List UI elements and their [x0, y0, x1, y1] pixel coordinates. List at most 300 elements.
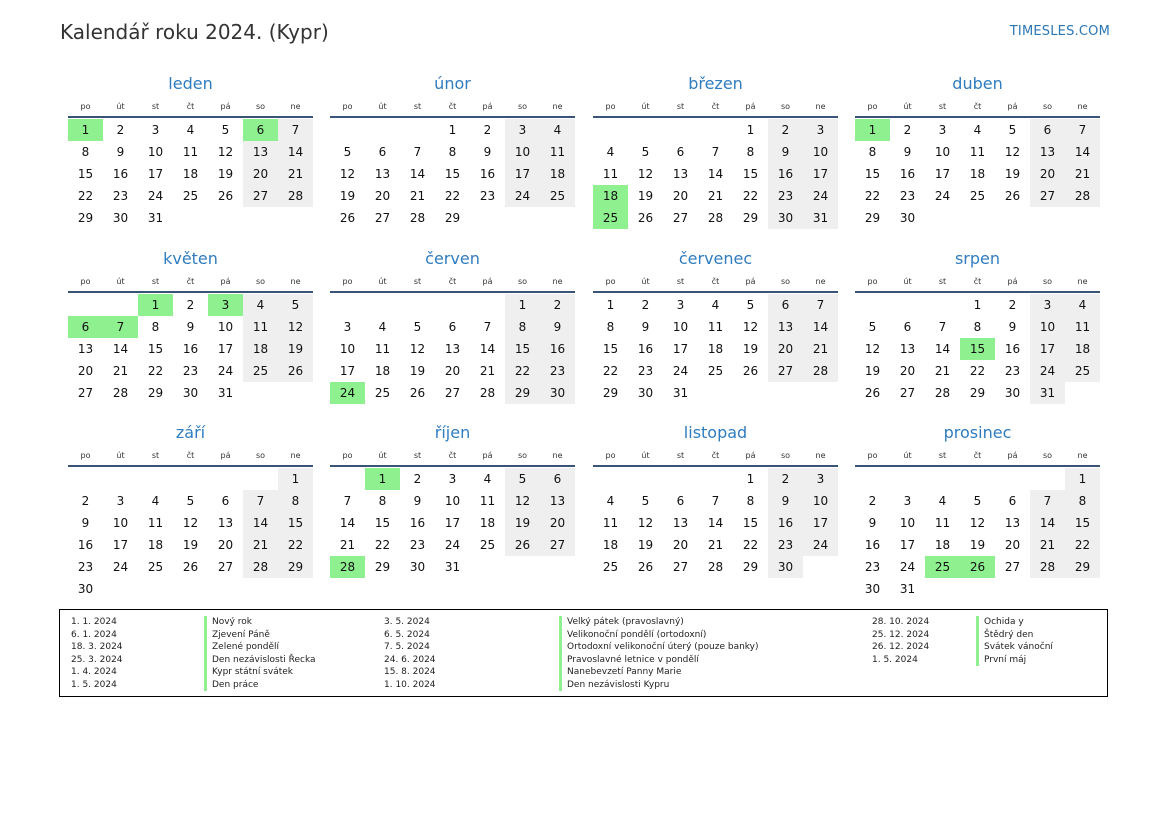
day-cell: 26: [864, 386, 881, 400]
weekend-day-cell: 6: [768, 294, 803, 316]
day-cell: 4: [186, 123, 195, 137]
legend-holiday-name: Nanebevzetí Panny Marie: [559, 666, 681, 679]
day-cell: 27: [672, 211, 689, 225]
day-cell: 20: [77, 364, 94, 378]
weekday-label: ne: [290, 276, 301, 286]
weekend-day-cell: 12: [278, 316, 313, 338]
day-cell: 15: [374, 516, 391, 530]
weekday-label: po: [342, 450, 353, 460]
day-cell: 23: [77, 560, 94, 574]
empty-cell: [68, 468, 103, 490]
weekday-label: po: [605, 101, 616, 111]
day-cell: 23: [899, 189, 916, 203]
legend-column-1: [71, 616, 316, 691]
day-cell: 21: [339, 538, 356, 552]
day-cell: 30: [864, 582, 881, 596]
legend-row: [872, 616, 1053, 629]
day-cell: 27: [444, 386, 461, 400]
week-row: [593, 490, 838, 512]
month-divider: [593, 291, 838, 293]
empty-cell: [628, 119, 663, 141]
weekend-day-cell: 15: [1065, 512, 1100, 534]
day-cell: 1: [606, 298, 615, 312]
weekday-label: st: [938, 276, 947, 286]
day-cell: 11: [479, 494, 496, 508]
empty-cell: [243, 382, 278, 404]
day-cell: 14: [934, 342, 951, 356]
day-cell: 26: [217, 189, 234, 203]
empty-cell: [470, 294, 505, 316]
weekend-day-cell: 3: [803, 468, 838, 490]
weekday-label: so: [255, 450, 266, 460]
week-row: [330, 163, 575, 185]
weekday-label: čt: [973, 276, 982, 286]
day-cell: 31: [672, 386, 689, 400]
day-cell: 9: [116, 145, 125, 159]
day-cell: 12: [969, 516, 986, 530]
day-cell: 15: [742, 167, 759, 181]
day-cell: 29: [374, 560, 391, 574]
day-cell: 1: [746, 123, 755, 137]
weekday-header: [68, 97, 313, 115]
empty-cell: [330, 119, 365, 141]
legend-date: 1. 1. 2024: [71, 617, 117, 627]
weekday-label: ne: [552, 450, 563, 460]
weekday-label: ne: [290, 450, 301, 460]
month-name: leden: [168, 74, 213, 93]
day-cell: 29: [864, 211, 881, 225]
legend-row: [71, 679, 316, 692]
week-row: [68, 163, 313, 185]
weekday-label: so: [517, 101, 528, 111]
weekend-day-cell: 30: [768, 207, 803, 229]
day-cell: 27: [217, 560, 234, 574]
week-row: [855, 468, 1100, 490]
empty-cell: [208, 578, 243, 600]
empty-cell: [925, 468, 960, 490]
day-cell: 21: [707, 538, 724, 552]
day-cell: 6: [676, 145, 685, 159]
week-row: [330, 556, 575, 578]
legend-holiday-name: Svátek vánoční: [976, 641, 1053, 654]
holiday-day-cell: 25: [925, 556, 960, 578]
day-cell: 5: [221, 123, 230, 137]
day-cell: 9: [868, 516, 877, 530]
day-cell: 29: [147, 386, 164, 400]
day-cell: 11: [602, 167, 619, 181]
weekend-day-cell: 11: [1065, 316, 1100, 338]
weekend-day-cell: 2: [768, 468, 803, 490]
week-row: [68, 382, 313, 404]
week-row: [68, 119, 313, 141]
empty-cell: [768, 382, 803, 404]
month-divider: [855, 116, 1100, 118]
weekday-label: so: [255, 101, 266, 111]
weekend-day-cell: 13: [768, 316, 803, 338]
weekend-day-cell: 5: [505, 468, 540, 490]
weekday-label: st: [413, 450, 422, 460]
legend-row: [384, 679, 759, 692]
empty-cell: [540, 556, 575, 578]
week-row: [593, 556, 838, 578]
weekday-label: po: [867, 101, 878, 111]
weekend-day-cell: 14: [1065, 141, 1100, 163]
day-cell: 28: [479, 386, 496, 400]
weekday-label: čt: [186, 101, 195, 111]
day-cell: 26: [1004, 189, 1021, 203]
weekday-label: ne: [1077, 101, 1088, 111]
day-cell: 7: [413, 145, 422, 159]
day-cell: 24: [899, 560, 916, 574]
day-cell: 10: [112, 516, 129, 530]
empty-cell: [1030, 207, 1065, 229]
month-name: duben: [952, 74, 1003, 93]
week-row: [68, 360, 313, 382]
day-cell: 9: [903, 145, 912, 159]
day-cell: 3: [448, 472, 457, 486]
weekend-day-cell: 10: [1030, 316, 1065, 338]
weekend-day-cell: 4: [540, 119, 575, 141]
day-cell: 7: [483, 320, 492, 334]
weekday-label: čt: [711, 101, 720, 111]
day-cell: 17: [899, 538, 916, 552]
weekday-label: pá: [482, 276, 493, 286]
weekday-label: čt: [711, 276, 720, 286]
legend-row: [384, 629, 759, 642]
brand-link[interactable]: TIMESLES.COM: [1009, 24, 1110, 39]
day-cell: 6: [903, 320, 912, 334]
legend-row: [872, 641, 1053, 654]
weekend-day-cell: 18: [1065, 338, 1100, 360]
day-cell: 26: [742, 364, 759, 378]
month-block: [855, 246, 1100, 404]
legend-date: 1. 5. 2024: [71, 679, 117, 690]
week-row: [855, 578, 1100, 600]
week-row: [68, 512, 313, 534]
week-row: [855, 512, 1100, 534]
day-cell: 2: [483, 123, 492, 137]
weekday-label: út: [116, 276, 125, 286]
legend-row: [872, 654, 1053, 667]
weekend-day-cell: 30: [768, 556, 803, 578]
weekend-day-cell: 20: [768, 338, 803, 360]
day-cell: 1: [973, 298, 982, 312]
week-row: [68, 185, 313, 207]
weekend-day-cell: 2: [540, 294, 575, 316]
day-cell: 21: [112, 364, 129, 378]
day-cell: 17: [147, 167, 164, 181]
empty-cell: [68, 294, 103, 316]
day-cell: 12: [182, 516, 199, 530]
empty-cell: [400, 119, 435, 141]
day-cell: 10: [444, 494, 461, 508]
weekday-label: ne: [552, 276, 563, 286]
week-row: [330, 316, 575, 338]
weekend-day-cell: 18: [243, 338, 278, 360]
weekend-day-cell: 22: [278, 534, 313, 556]
weekend-day-cell: 27: [243, 185, 278, 207]
month-name: srpen: [954, 249, 1001, 268]
month-divider: [330, 291, 575, 293]
week-row: [593, 141, 838, 163]
empty-cell: [855, 468, 890, 490]
weekend-day-cell: 14: [278, 141, 313, 163]
empty-cell: [138, 468, 173, 490]
day-cell: 2: [81, 494, 90, 508]
weekday-label: pá: [1007, 450, 1018, 460]
weekend-day-cell: 9: [540, 316, 575, 338]
day-cell: 17: [217, 342, 234, 356]
weekend-day-cell: 9: [768, 490, 803, 512]
empty-cell: [733, 382, 768, 404]
legend-date: 1. 5. 2024: [872, 654, 918, 665]
holiday-day-cell: 6: [68, 316, 103, 338]
week-row: [855, 294, 1100, 316]
weekend-day-cell: 16: [540, 338, 575, 360]
legend-date: 1. 10. 2024: [384, 679, 436, 690]
day-cell: 14: [707, 516, 724, 530]
day-cell: 5: [641, 145, 650, 159]
holiday-day-cell: 6: [243, 119, 278, 141]
month-divider: [593, 465, 838, 467]
day-cell: 26: [182, 560, 199, 574]
week-row: [593, 382, 838, 404]
weekend-day-cell: 4: [1065, 294, 1100, 316]
empty-cell: [925, 207, 960, 229]
day-cell: 18: [602, 538, 619, 552]
month-divider: [68, 116, 313, 118]
legend-date: 24. 6. 2024: [384, 654, 436, 665]
holiday-day-cell: 15: [960, 338, 995, 360]
weekday-label: út: [903, 450, 912, 460]
month-block: [68, 71, 313, 229]
month-name: březen: [688, 74, 743, 93]
weekday-label: st: [151, 101, 160, 111]
weekday-header: [68, 272, 313, 290]
weekend-day-cell: 2: [768, 119, 803, 141]
day-cell: 3: [903, 494, 912, 508]
empty-cell: [173, 578, 208, 600]
day-cell: 11: [147, 516, 164, 530]
empty-cell: [890, 294, 925, 316]
weekday-label: ne: [1077, 276, 1088, 286]
weekday-label: st: [676, 450, 685, 460]
day-cell: 6: [221, 494, 230, 508]
weekend-day-cell: 11: [243, 316, 278, 338]
legend-date: 26. 12. 2024: [872, 642, 930, 652]
month-name: červenec: [678, 249, 753, 268]
month-block: [855, 71, 1100, 229]
weekday-label: ne: [1077, 450, 1088, 460]
day-cell: 18: [374, 364, 391, 378]
month-divider: [330, 465, 575, 467]
day-cell: 15: [742, 516, 759, 530]
day-cell: 14: [707, 167, 724, 181]
day-cell: 15: [77, 167, 94, 181]
day-cell: 12: [339, 167, 356, 181]
weekday-label: pá: [745, 450, 756, 460]
day-cell: 29: [969, 386, 986, 400]
weekday-label: čt: [973, 101, 982, 111]
weekend-day-cell: 28: [1030, 556, 1065, 578]
legend-row: [71, 616, 316, 629]
day-cell: 5: [186, 494, 195, 508]
empty-cell: [628, 468, 663, 490]
day-cell: 22: [444, 189, 461, 203]
empty-cell: [593, 468, 628, 490]
weekend-day-cell: 16: [768, 163, 803, 185]
holiday-day-cell: 25: [593, 207, 628, 229]
week-row: [855, 556, 1100, 578]
legend-holiday-name: Zjevení Páně: [204, 629, 270, 642]
day-cell: 26: [339, 211, 356, 225]
weekday-label: út: [903, 276, 912, 286]
day-cell: 15: [444, 167, 461, 181]
holiday-day-cell: 26: [960, 556, 995, 578]
day-cell: 29: [742, 211, 759, 225]
day-cell: 24: [934, 189, 951, 203]
week-row: [330, 185, 575, 207]
weekday-header: [593, 97, 838, 115]
week-row: [855, 185, 1100, 207]
weekend-day-cell: 26: [278, 360, 313, 382]
weekend-day-cell: 10: [803, 490, 838, 512]
week-row: [855, 360, 1100, 382]
day-cell: 19: [217, 167, 234, 181]
weekday-label: út: [378, 101, 387, 111]
week-row: [330, 119, 575, 141]
day-cell: 30: [409, 560, 426, 574]
weekend-day-cell: 7: [803, 294, 838, 316]
day-cell: 22: [969, 364, 986, 378]
week-row: [68, 556, 313, 578]
day-cell: 16: [409, 516, 426, 530]
week-row: [593, 163, 838, 185]
day-cell: 9: [641, 320, 650, 334]
day-cell: 5: [413, 320, 422, 334]
day-cell: 19: [637, 538, 654, 552]
day-cell: 8: [448, 145, 457, 159]
day-cell: 10: [672, 320, 689, 334]
day-cell: 31: [147, 211, 164, 225]
weekend-day-cell: 27: [1030, 185, 1065, 207]
weekday-label: út: [378, 450, 387, 460]
week-row: [330, 490, 575, 512]
empty-cell: [470, 556, 505, 578]
weekend-day-cell: 21: [1065, 163, 1100, 185]
day-cell: 30: [77, 582, 94, 596]
day-cell: 20: [444, 364, 461, 378]
holiday-day-cell: 1: [855, 119, 890, 141]
weekend-day-cell: 21: [1030, 534, 1065, 556]
day-cell: 24: [147, 189, 164, 203]
day-cell: 11: [602, 516, 619, 530]
day-cell: 25: [182, 189, 199, 203]
day-cell: 25: [969, 189, 986, 203]
week-row: [593, 294, 838, 316]
day-cell: 17: [339, 364, 356, 378]
day-cell: 8: [606, 320, 615, 334]
legend-date: 6. 5. 2024: [384, 629, 430, 640]
weekday-label: ne: [815, 450, 826, 460]
day-cell: 23: [637, 364, 654, 378]
empty-cell: [890, 468, 925, 490]
holiday-day-cell: 24: [330, 382, 365, 404]
month-name: září: [175, 423, 206, 442]
day-cell: 20: [217, 538, 234, 552]
holiday-day-cell: 7: [103, 316, 138, 338]
weekend-day-cell: 27: [768, 360, 803, 382]
month-block: [330, 420, 575, 578]
weekday-label: pá: [745, 101, 756, 111]
weekday-label: út: [641, 450, 650, 460]
day-cell: 16: [112, 167, 129, 181]
legend-row: [384, 616, 759, 629]
day-cell: 26: [409, 386, 426, 400]
week-row: [68, 490, 313, 512]
day-cell: 31: [217, 386, 234, 400]
day-cell: 21: [409, 189, 426, 203]
day-cell: 2: [641, 298, 650, 312]
weekday-label: ne: [552, 101, 563, 111]
weekday-header: [330, 446, 575, 464]
day-cell: 4: [483, 472, 492, 486]
week-row: [330, 534, 575, 556]
empty-cell: [925, 294, 960, 316]
day-cell: 21: [479, 364, 496, 378]
weekend-day-cell: 23: [540, 360, 575, 382]
day-cell: 10: [934, 145, 951, 159]
day-cell: 23: [182, 364, 199, 378]
day-cell: 30: [1004, 386, 1021, 400]
week-row: [68, 468, 313, 490]
day-cell: 6: [676, 494, 685, 508]
legend-holiday-name: Pravoslavné letnice v pondělí: [559, 654, 699, 667]
week-row: [855, 490, 1100, 512]
day-cell: 2: [116, 123, 125, 137]
day-cell: 25: [602, 560, 619, 574]
day-cell: 17: [934, 167, 951, 181]
week-row: [593, 338, 838, 360]
legend-row: [872, 629, 1053, 642]
day-cell: 24: [217, 364, 234, 378]
weekday-label: pá: [220, 101, 231, 111]
weekend-day-cell: 20: [540, 512, 575, 534]
holiday-day-cell: 1: [365, 468, 400, 490]
day-cell: 18: [969, 167, 986, 181]
legend-date: 25. 3. 2024: [71, 654, 123, 665]
week-row: [330, 512, 575, 534]
day-cell: 26: [637, 560, 654, 574]
weekend-day-cell: 28: [278, 185, 313, 207]
weekday-label: út: [378, 276, 387, 286]
empty-cell: [330, 294, 365, 316]
day-cell: 25: [374, 386, 391, 400]
day-cell: 12: [742, 320, 759, 334]
legend-row: [71, 641, 316, 654]
day-cell: 2: [1008, 298, 1017, 312]
day-cell: 19: [182, 538, 199, 552]
day-cell: 2: [186, 298, 195, 312]
day-cell: 11: [934, 516, 951, 530]
empty-cell: [435, 294, 470, 316]
legend-column-2: [384, 616, 759, 691]
day-cell: 18: [479, 516, 496, 530]
legend-holiday-name: Den nezávislosti Kypru: [559, 679, 669, 692]
legend-row: [71, 629, 316, 642]
day-cell: 7: [938, 320, 947, 334]
day-cell: 9: [483, 145, 492, 159]
